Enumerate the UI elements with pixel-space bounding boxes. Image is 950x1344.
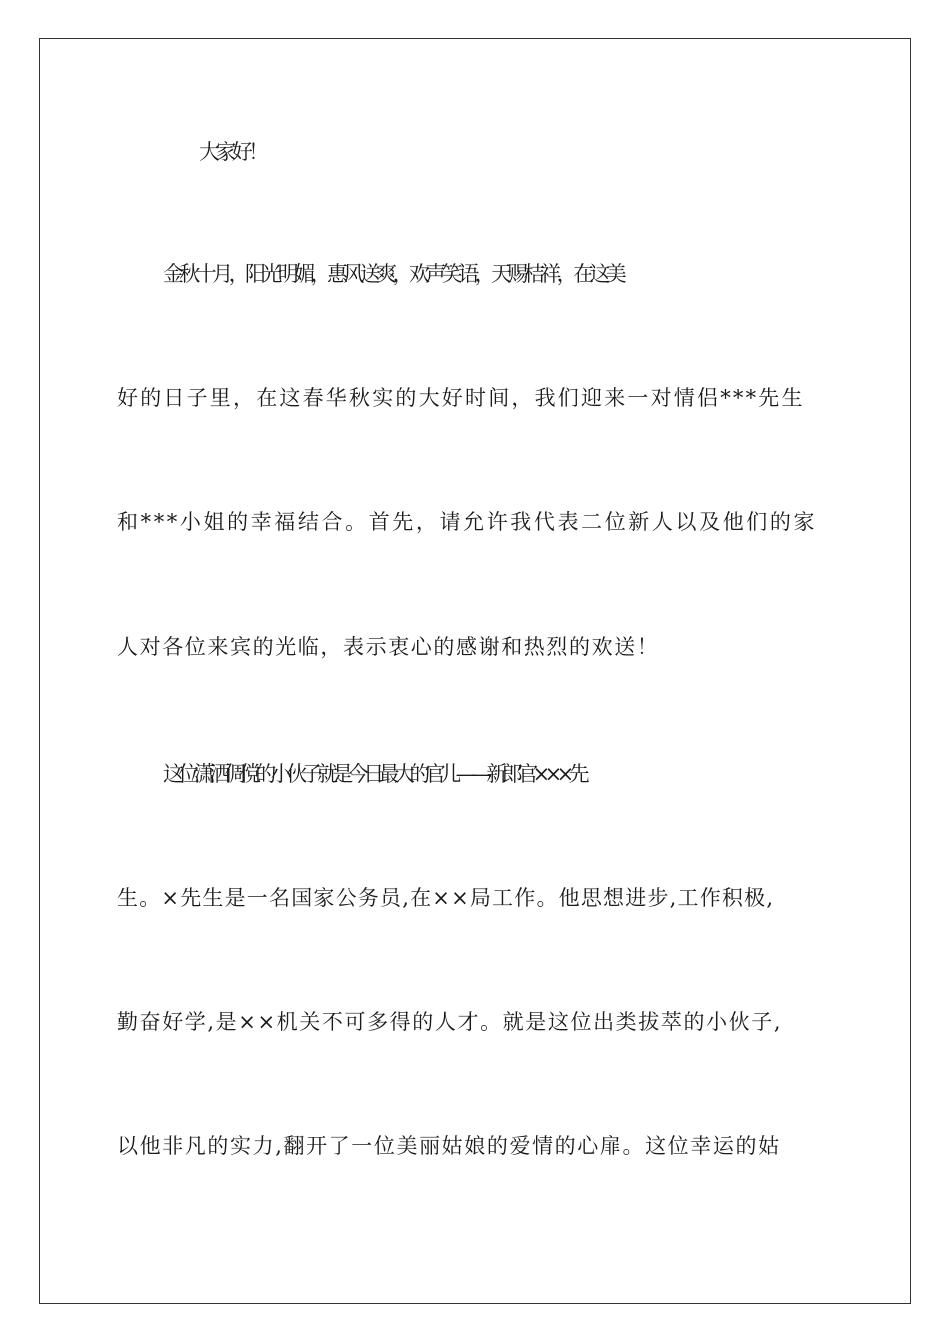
paragraph-line-6: 生。×先生是一名国家公务员,在××局工作。他思想进步,工作积极,: [117, 886, 775, 910]
page-border: [39, 38, 911, 1304]
paragraph-line-1: 金秋十月，阳光明媚，惠风送爽，欢声笑语，天赐桔祥，在这美: [163, 262, 623, 286]
paragraph-line-4: 人对各位来宾的光临，表示衷心的感谢和热烈的欢送！: [117, 635, 660, 659]
greeting-line: 大家好！: [199, 140, 265, 164]
paragraph-line-7: 勤奋好学,是××机关不可多得的人才。就是这位出类拔萃的小伙子,: [117, 1010, 783, 1034]
paragraph-line-2: 好的日子里，在这春华秋实的大好时间，我们迎来一对情侣***先生: [117, 386, 805, 410]
paragraph-line-5: 这位潇洒倜傥的小伙子就是今日最大的官儿——新郎官×××先: [163, 762, 584, 786]
paragraph-line-8: 以他非凡的实力,翻开了一位美丽姑娘的爱情的心扉。这位幸运的姑: [117, 1134, 781, 1158]
paragraph-line-3: 和***小姐的幸福结合。首先，请允许我代表二位新人以及他们的家: [117, 510, 818, 534]
